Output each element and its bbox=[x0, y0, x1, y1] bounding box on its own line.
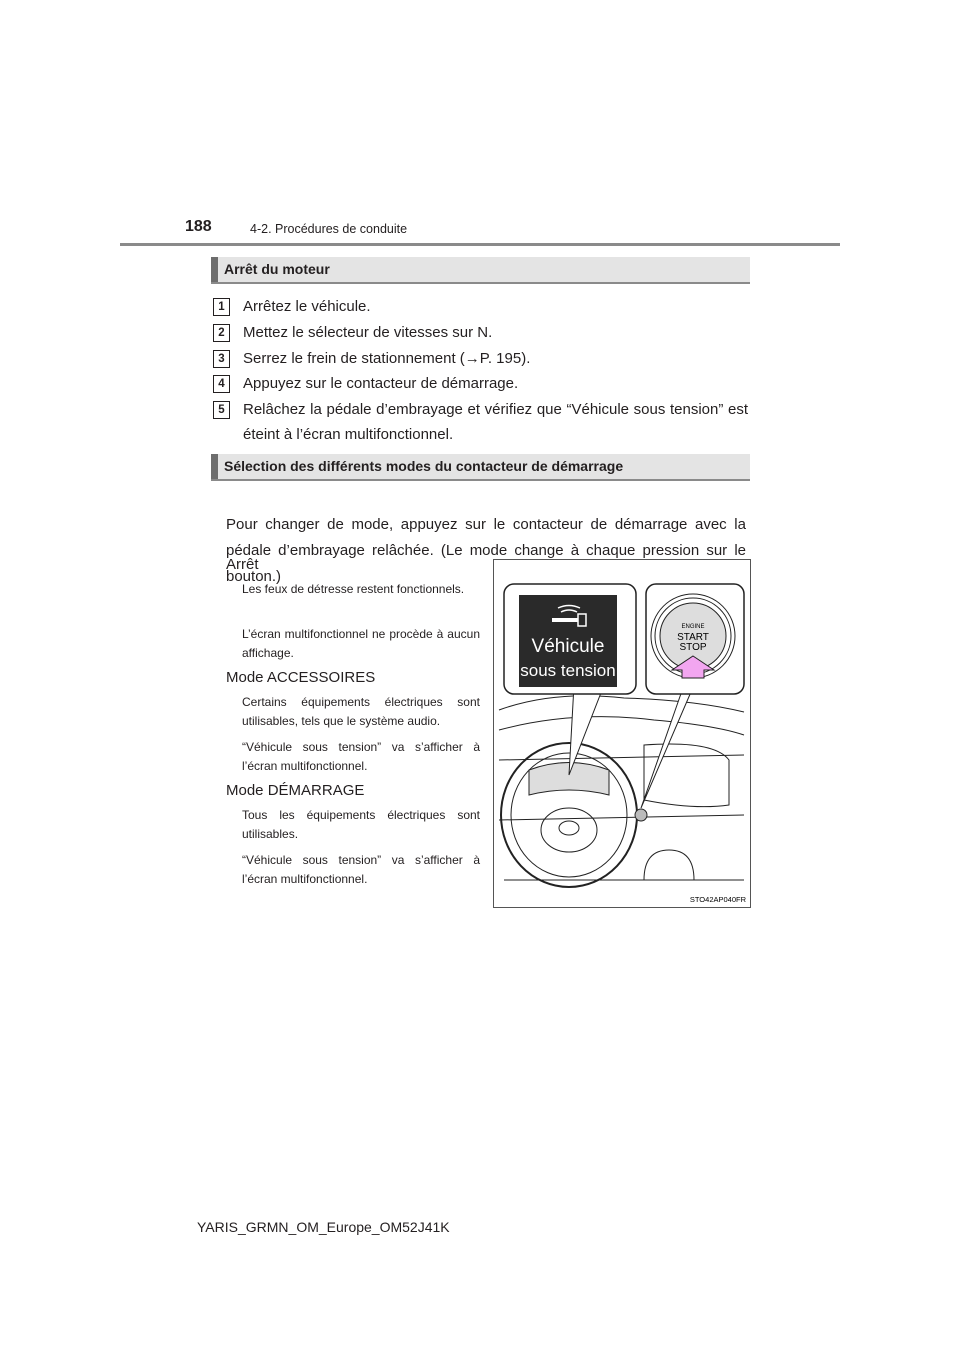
heading-modes: Sélection des différents modes du contacteur de démarrage bbox=[211, 454, 750, 481]
mode-detail: L’écran multifonctionnel ne procède à aucun affichage. bbox=[242, 627, 480, 660]
display-line1: Véhicule bbox=[531, 636, 605, 657]
page-number: 188 bbox=[185, 218, 212, 235]
button-stop: STOP bbox=[679, 642, 707, 653]
dashboard-illustration bbox=[493, 559, 751, 908]
heading-arret-moteur: Arrêt du moteur bbox=[211, 257, 750, 284]
header-rule bbox=[120, 243, 840, 246]
intro-paragraph: Pour changer de mode, appuyez sur le contacteur de démarrage avec la pédale d’embrayage relâchée. (Le mode change à chaque pression sur le bouton.) bbox=[226, 516, 746, 585]
mode-detail: Les feux de détresse restent fonctionnels. bbox=[242, 582, 465, 596]
mode-detail: “Véhicule sous tension” va s’afficher à l’écran multifonctionnel. bbox=[242, 853, 480, 886]
mode-demarrage: Mode DÉMARRAGE bbox=[226, 782, 365, 799]
mode-accessoires: Mode ACCESSOIRES bbox=[226, 669, 376, 686]
mode-arret: Arrêt bbox=[226, 556, 259, 573]
mode-detail: “Véhicule sous tension” va s’afficher à l’écran multifonctionnel. bbox=[242, 740, 480, 773]
display-line2: sous tension bbox=[520, 661, 616, 680]
manual-page: 188 4-2. Procédures de conduite Arrêt du moteur 1 Arrêtez le véhicule. 2 Mettez le sélecteur de vitesses sur N. 3 Serrez le frein de stationnement (→P. 195). 4 Appuyez sur le contacteur de démarrage. 5 Relâchez la pédale d’embrayage et vérifiez que “Véhicule sous tension” est éteint à l’écran multifonctionnel. Sélection des différents modes du contacteur de démarrage Pour changer de mode, appuyez sur le contacteur de démarrage avec la pédale d’embrayage relâchée. (Le mode change à chaque pression sur le bouton.) Arrêt Les feux de détresse restent fonctionnels. L’écran multifonctionnel ne procède à aucun affichage. Mode ACCESSOIRES Certains équipements électriques sont utilisables, tels que le système audio. “Véhicule sous tension” va s’afficher à l’écran multifonctionnel. Mode DÉMARRAGE Tous les équipements électriques sont utilisables. “Véhicule sous tension” va s’afficher à l’écran multifonctionnel. Véhicule sous tension ENGINE START STOP STO42AP040FR YARIS_GRMN_OM_Europe_OM52J41K bbox=[0, 0, 960, 1358]
footer-code: YARIS_GRMN_OM_Europe_OM52J41K bbox=[197, 1219, 450, 1235]
button-start: START bbox=[677, 632, 709, 643]
figure-code: STO42AP040FR bbox=[689, 895, 746, 904]
button-engine: ENGINE bbox=[681, 624, 705, 630]
mode-detail: Certains équipements électriques sont utilisables, tels que le système audio. bbox=[242, 695, 480, 728]
mode-detail: Tous les équipements électriques sont utilisables. bbox=[242, 808, 480, 841]
section-title: 4-2. Procédures de conduite bbox=[250, 222, 408, 236]
